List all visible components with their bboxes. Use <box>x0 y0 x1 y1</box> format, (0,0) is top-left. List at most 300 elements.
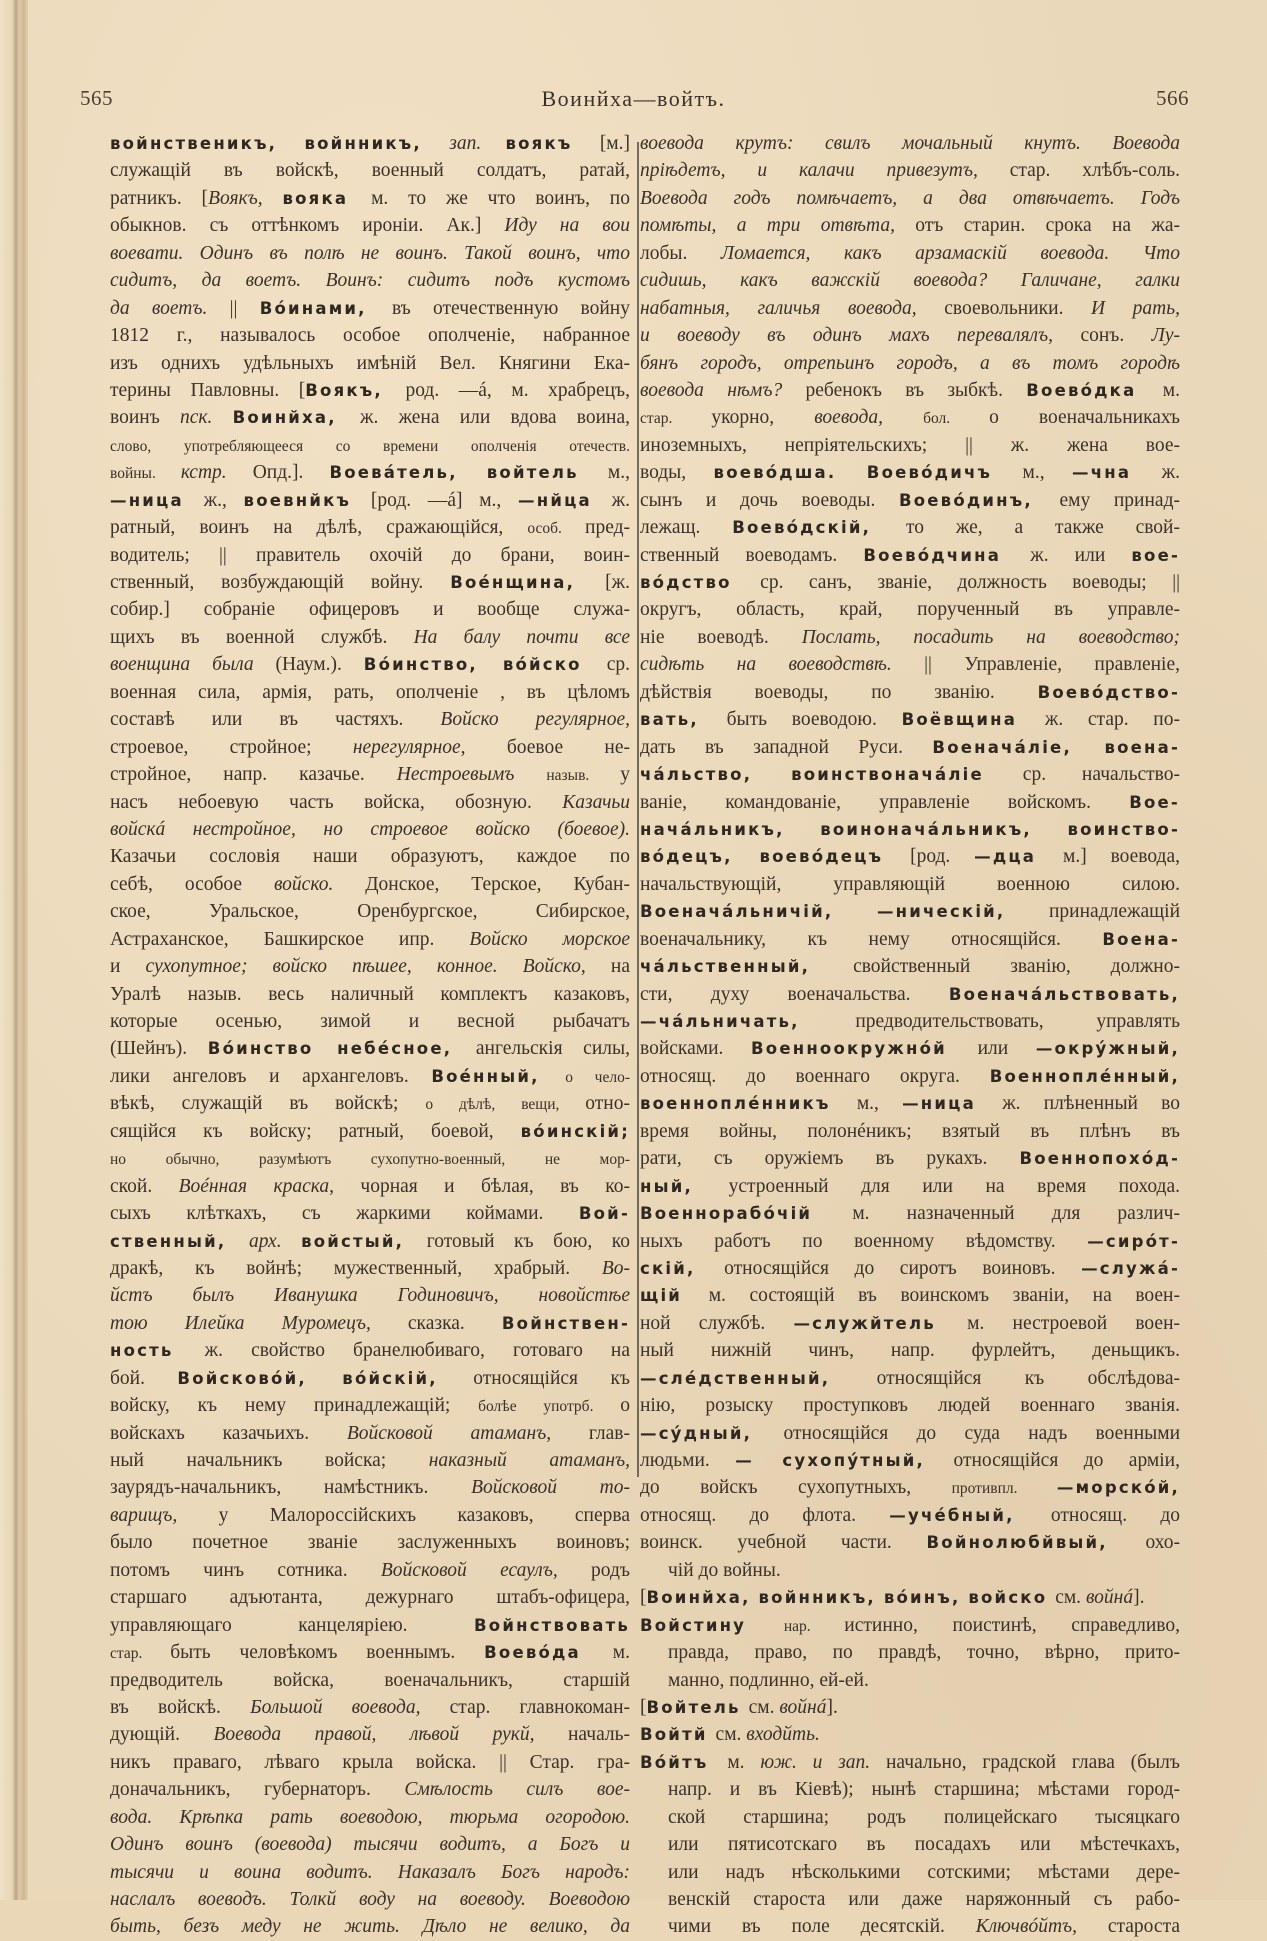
text-line <box>640 624 1180 651</box>
text-line <box>640 1612 1180 1639</box>
definition-text: дѣйствія воеводы, по званію. <box>640 681 1038 703</box>
headword: Вóинство небéсное, <box>207 1039 476 1059</box>
definition-text: || <box>229 297 260 319</box>
text-line <box>640 514 1180 541</box>
definition-text: готовый къ бою, ко <box>426 1230 631 1252</box>
text-line <box>640 843 1180 870</box>
text-line <box>640 1502 1180 1529</box>
definition-text: противпл. <box>951 1480 1057 1498</box>
text-line <box>640 596 1180 623</box>
text-line <box>640 377 1180 404</box>
headword: Военнопохóд- <box>1019 1149 1180 1169</box>
headword: Воёвщина <box>901 710 1045 730</box>
definition-text: сти, духу военачальства. <box>640 983 949 1005</box>
text-line <box>110 1474 630 1501</box>
headword: Военноплéнный, <box>989 1066 1180 1086</box>
text-line <box>110 1529 630 1556</box>
text-line <box>640 212 1180 239</box>
text-line <box>640 1310 1180 1337</box>
text-line <box>110 843 630 870</box>
example-text: Нестроевымъ <box>396 764 547 786</box>
text-line <box>110 1639 630 1666</box>
definition-text: Астраханское, Башкирское ипр. <box>110 928 470 950</box>
text-line <box>640 1063 1180 1090</box>
definition-text: ніе воеводѣ. <box>640 626 802 648</box>
example-text: воевода, <box>814 407 924 429</box>
headword: Воевáтель, войтель <box>329 463 608 483</box>
text-line <box>640 1090 1180 1117</box>
text-line <box>640 1145 1180 1172</box>
definition-text: ж. <box>1161 462 1181 484</box>
text-line <box>640 295 1180 322</box>
definition-text: м. <box>612 1642 630 1664</box>
text-line <box>640 1447 1180 1474</box>
headword: Воевóдскій, <box>732 518 907 538</box>
page-number-left: 565 <box>80 86 113 110</box>
text-line <box>110 651 630 678</box>
definition-text: м. состоящій въ воинскомъ званіи, на воен- <box>708 1285 1180 1307</box>
headword: —сýдный, <box>640 1423 784 1443</box>
example-text: арх. <box>248 1230 302 1252</box>
headword: вать, <box>640 710 727 730</box>
text-line <box>640 1667 1180 1694</box>
text-line <box>640 322 1180 349</box>
text-line <box>640 569 1180 596</box>
example-text: Лу- <box>1151 325 1180 347</box>
example-text: Ломается, какъ арзамаскій воевода. Что <box>720 242 1180 264</box>
text-line <box>110 596 630 623</box>
definition-text: воинъ <box>110 407 180 429</box>
text-line <box>110 1831 630 1858</box>
definition-text: себѣ, особое <box>110 873 274 895</box>
text-line <box>110 1420 630 1447</box>
definition-text: стар. главнокоман- <box>449 1696 630 1718</box>
text-line <box>110 789 630 816</box>
definition-text: сонъ. <box>1080 325 1152 347</box>
headword: Войнствен- <box>501 1313 630 1333</box>
definition-text: относящ. до флота. <box>640 1504 890 1526</box>
definition-text: сказка. <box>407 1312 502 1334</box>
headword: вое- <box>1131 545 1181 565</box>
definition-text: начальствующій, управляющій военною силою. <box>640 873 1180 895</box>
definition-text: ангельскія силы, <box>475 1038 630 1060</box>
definition-text: (Наум.). <box>275 654 364 676</box>
definition-text: см. <box>1055 1587 1086 1609</box>
headword: ный, <box>640 1176 729 1196</box>
definition-text: м.] воевода, <box>1063 846 1180 868</box>
definition-text: (Шейнъ). <box>110 1038 208 1060</box>
definition-text: изъ однихъ удѣльныхъ имѣній Вел. Княгини Ека- <box>110 352 630 374</box>
text-line <box>110 1337 630 1364</box>
definition-text: о военачальникахъ <box>989 407 1180 429</box>
headword: ность <box>110 1341 205 1361</box>
example-text: пріѣдетъ, и калачи привезутъ, <box>640 160 1010 182</box>
example-text: войско. <box>273 873 366 895</box>
text-line <box>110 1749 630 1776</box>
example-text: набатныя, галичья воевода, <box>640 297 945 319</box>
definition-text: округъ, область, край, порученный въ управле- <box>640 599 1180 621</box>
headword: Воéнный, <box>431 1066 566 1086</box>
headword: Вóинами, <box>259 298 392 318</box>
text-line <box>110 1090 630 1117</box>
definition-text: охо- <box>1145 1532 1181 1554</box>
example-text: юж. и зап. <box>760 1751 886 1773</box>
example-text: сидѣть на воеводствѣ. <box>640 654 925 676</box>
definition-text: и <box>110 956 146 978</box>
example-text: наслалъ воеводъ. Толкй воду на воеводу. Воеводою <box>110 1889 630 1910</box>
text-line <box>110 761 630 788</box>
definition-text: [м.] <box>599 133 631 154</box>
definition-text: у Малороссійскихъ казаковъ, сперва <box>218 1504 630 1526</box>
definition-text: сыхъ клѣткахъ, съ жаркими коймами. <box>110 1203 579 1225</box>
definition-text: насъ небоевую часть войска, обозную. <box>110 791 563 813</box>
headword: Войсковóй, вóйскій, <box>177 1368 474 1388</box>
headword: —служá- <box>1081 1258 1180 1278</box>
text-line <box>110 1392 630 1419</box>
definition-text: устроенный для или на время похода. <box>728 1175 1180 1197</box>
text-line <box>110 130 630 157</box>
definition-text: быть воеводою. <box>726 709 902 731</box>
example-text: воевода крутъ: свилъ мочальный кнутъ. Воевода <box>640 133 1180 154</box>
headword: Воевóдка <box>1026 380 1163 400</box>
example-text: тысячи и воина водитъ. Наказалъ Богъ народъ: <box>110 1861 630 1883</box>
text-line <box>110 1063 630 1090</box>
example-text: Послать, посадить на воеводство; <box>801 626 1181 648</box>
definition-text: ж. свойство бранелюбиваго, готоваго на <box>204 1340 630 1362</box>
definition-text: ср. <box>606 654 630 676</box>
definition-text: нар. <box>783 1617 845 1635</box>
headword: Военнорабóчій <box>640 1204 853 1224</box>
definition-text: военная сила, армія, рать, ополченіе , въ цѣломъ <box>110 681 630 703</box>
definition-text: служащій въ войскѣ, военный солдатъ, ратай, <box>110 160 630 182</box>
text-line <box>640 1255 1180 1282</box>
headword: —служйтель <box>793 1313 968 1333</box>
definition-text: свойственный званію, должно- <box>853 956 1180 978</box>
definition-text: м. то же что воинъ, по <box>371 187 630 209</box>
definition-text: стар. <box>640 410 712 428</box>
text-line <box>110 1200 630 1227</box>
definition-text: боевое не- <box>506 736 630 758</box>
definition-text: ж., <box>203 489 244 511</box>
text-line <box>110 1008 630 1035</box>
definition-text: [ <box>640 1587 647 1609</box>
definition-text: военачальнику, къ нему относящійся. <box>640 928 1103 950</box>
text-line <box>110 1859 630 1886</box>
definition-text: ж. плѣненный во <box>1002 1093 1180 1115</box>
definition-text: или пятисотскаго въ посадахъ или мѣстечкахъ, <box>668 1834 1180 1856</box>
definition-text: бол. <box>923 410 990 428</box>
text-line <box>640 1859 1180 1886</box>
definition-text: ный нижній чинъ, напр. фурлейтъ, деньщикъ. <box>640 1340 1180 1362</box>
definition-text: отъ старин. срока на жа- <box>915 215 1180 237</box>
definition-text: ный начальникъ войска; <box>110 1450 429 1471</box>
text-line <box>640 459 1180 486</box>
definition-text: истинно, поистинѣ, справедливо, <box>844 1614 1180 1636</box>
example-text: да воетъ. <box>110 297 230 319</box>
definition-text: водитель; || правитель охочій до брани, воин- <box>110 544 630 566</box>
headword: Воинйха, <box>232 408 360 428</box>
text-line <box>110 624 630 651</box>
headword: —учéбный, <box>889 1505 1051 1525</box>
text-line <box>640 706 1180 733</box>
text-line <box>640 651 1180 678</box>
definition-text: ребенокъ въ зыбкѣ. <box>805 379 1027 401</box>
headword: Вое- <box>1129 792 1180 812</box>
definition-text: войску, къ нему принадлежащій; <box>110 1395 479 1417</box>
definition-text: составѣ или въ частяхъ. <box>110 709 441 731</box>
text-line <box>110 1173 630 1200</box>
headword: Вóйтъ <box>640 1752 728 1772</box>
definition-text: или надъ нѣсколькими сотскими; мѣстами дере- <box>668 1861 1180 1883</box>
definition-text: м. <box>727 1751 761 1773</box>
text-line <box>640 1282 1180 1309</box>
headword: воякъ <box>505 134 600 153</box>
definition-text: ственный воеводамъ. <box>640 544 864 566</box>
text-line <box>110 240 630 267</box>
definition-text: родъ <box>591 1559 630 1581</box>
definition-text: относящ. до <box>1050 1504 1180 1526</box>
text-line <box>640 1420 1180 1447</box>
text-line <box>110 185 630 212</box>
definition-text: предводитель войска, военачальникъ, старшій <box>110 1669 630 1691</box>
definition-text: 1812 г., называлось особое ополченіе, набранное <box>110 325 630 347</box>
headword: воевóдша. Воевóдичъ <box>713 463 1023 483</box>
example-text: кстр. <box>180 462 253 484</box>
example-text: Воéнная краска, <box>178 1175 361 1197</box>
text-line <box>110 432 630 459</box>
text-line <box>640 1557 1180 1584</box>
text-line <box>110 322 630 349</box>
headword: чáльственный, <box>640 957 854 977</box>
definition-text: войны. <box>110 465 181 483</box>
definition-text: управляющаго канцеляріею. <box>110 1614 475 1636</box>
headword: —чна <box>1072 463 1162 483</box>
text-line <box>110 1721 630 1748</box>
text-line <box>110 1804 630 1831</box>
example-text: вода. Крѣпка рать воеводою, тюрьма огородою. <box>110 1806 630 1828</box>
definition-text: м. назначенный для различ- <box>852 1203 1180 1225</box>
text-line <box>110 1776 630 1803</box>
example-text: помѣты, а три отвѣта, <box>640 215 916 237</box>
headword: вояка <box>282 188 372 208</box>
text-line <box>640 542 1180 569</box>
text-line <box>110 734 630 761</box>
right-column <box>640 130 1180 1941</box>
text-line <box>640 432 1180 459</box>
definition-text: воды, <box>640 462 714 484</box>
text-line <box>110 679 630 706</box>
definition-text: ж. или <box>1030 544 1132 566</box>
headword: Воевóдство- <box>1037 682 1180 702</box>
text-line <box>110 1502 630 1529</box>
headword: Воéнщина, <box>450 573 606 592</box>
text-line <box>640 816 1180 843</box>
left-column <box>110 130 630 1941</box>
text-line <box>110 1667 630 1694</box>
definition-text: своевольники. <box>944 297 1092 319</box>
definition-text: принадлежащій <box>1048 901 1180 923</box>
definition-text: иноземныхъ, непріятельскихъ; || ж. жена вое- <box>640 434 1180 456</box>
headword: ственный, <box>110 1231 249 1251</box>
text-line <box>640 1035 1180 1062</box>
definition-text: см. <box>715 1724 747 1746</box>
running-title: Воинйха—войтъ. <box>541 86 726 111</box>
definition-text: м., <box>856 1093 903 1115</box>
definition-text: въ отечественную войну <box>391 297 630 319</box>
definition-text: собир.] собраніе офицеровъ и вообще служа- <box>110 599 630 621</box>
definition-text: манно, подлинно, ей-ей. <box>668 1669 869 1691</box>
example-text: сидитъ, да воетъ. Воинъ: сидитъ подъ кустомъ <box>110 270 630 292</box>
headword: воевнйкъ <box>243 490 371 510</box>
headword: —чáльничать, <box>640 1012 856 1031</box>
text-line <box>640 1118 1180 1145</box>
example-text: На балу почти все <box>413 626 630 648</box>
definition-text: ратникъ. [ <box>110 187 209 209</box>
headword: —морскóй, <box>1056 1478 1180 1498</box>
headword: Воена- <box>1102 929 1180 949</box>
definition-text: назыв. <box>546 767 621 785</box>
text-line <box>640 157 1180 184</box>
example-text: бянъ городъ, отрепьинъ городъ, а въ томъ городѣ <box>640 352 1180 374</box>
definition-text: Уралѣ назыв. весь наличный комплектъ казаковъ, <box>110 983 630 1005</box>
definition-text: ]. <box>1133 1587 1145 1609</box>
text-line <box>640 734 1180 761</box>
definition-text: ныхъ работъ по военному вѣдомству. <box>640 1230 1088 1252</box>
text-line <box>640 1831 1180 1858</box>
text-line <box>110 871 630 898</box>
headword: —нйца <box>518 490 612 510</box>
definition-text: || Управленіе, правленіе, <box>924 654 1180 676</box>
page-header <box>0 86 1267 114</box>
text-line <box>640 1804 1180 1831</box>
headword: Войстину <box>640 1615 784 1635</box>
text-line <box>640 1173 1180 1200</box>
example-text: быть, безъ меду не жить. Дѣло не велико, да <box>110 1916 630 1938</box>
text-line <box>110 1228 630 1255</box>
definition-text: войскахъ казачьихъ. <box>110 1422 347 1444</box>
text-line <box>640 1584 1180 1611</box>
definition-text: правда, право, по правдѣ, точно, вѣрно, прито- <box>668 1642 1180 1664</box>
text-line <box>640 679 1180 706</box>
definition-text: никъ праваго, лѣваго крыла войска. || Стар. гра- <box>110 1751 630 1773</box>
definition-text: ему принад- <box>1059 489 1180 511</box>
example-text: Одинъ воинъ (воевода) тысячи водитъ, а Богъ и <box>110 1834 630 1856</box>
text-line <box>110 404 630 431</box>
example-text: Ключвóйтъ, <box>975 1916 1108 1938</box>
definition-text: [ <box>640 1696 647 1718</box>
headword: Воевóдинъ, <box>898 490 1060 510</box>
text-line <box>640 898 1180 925</box>
example-text: нерегулярное, <box>352 736 507 758</box>
example-text: Иду на вои <box>504 215 630 237</box>
definition-text: относящійся къ обслѣдова- <box>876 1367 1180 1389</box>
definition-text: [род. <box>910 846 975 868</box>
headword: Воевóда <box>484 1643 613 1663</box>
definition-text: чорная и бѣлая, въ ко- <box>360 1175 631 1197</box>
text-line <box>640 1639 1180 1666</box>
text-line <box>110 459 630 486</box>
definition-text: вѣкѣ, служащій въ войскѣ; <box>110 1093 426 1115</box>
headword: —дца <box>974 847 1064 867</box>
example-text: варищъ, <box>110 1504 219 1526</box>
definition-text: отно- <box>585 1093 630 1115</box>
example-text: йстъ былъ Иванушка Годиновичъ, новойстѣе <box>110 1285 630 1307</box>
text-line <box>110 1035 630 1062</box>
definition-text: нію, розыску проступковъ людей военнаго званія. <box>640 1395 1180 1417</box>
text-line <box>640 487 1180 514</box>
headword: войнственикъ, <box>110 134 305 153</box>
headword: —ница <box>110 490 204 510</box>
example-text: Войсковой есаулъ, <box>380 1559 592 1581</box>
definition-text: сящійся къ войску; ратный, боевой, <box>110 1120 521 1142</box>
page-number-right: 566 <box>1156 86 1189 110</box>
text-line <box>110 816 630 843</box>
example-text: воевода нѣмъ? <box>640 379 806 401</box>
example-text: И рать, <box>1091 297 1180 319</box>
definition-text: Казачьи сословія наши образуютъ, каждое по <box>110 846 630 868</box>
headword: — сухопýтный, <box>735 1451 954 1470</box>
definition-text: предводительствовать, управлять <box>855 1011 1180 1032</box>
headword: вóдство <box>640 573 761 592</box>
definition-text: чій до войны. <box>668 1559 781 1581</box>
text-line <box>110 1447 630 1474</box>
example-text: Большой воевода, <box>250 1696 450 1718</box>
text-line <box>110 514 630 541</box>
definition-text: дующій. <box>110 1724 214 1746</box>
definition-text: войсками. <box>640 1038 752 1060</box>
definition-text: ср. санъ, званіе, должность воеводы; || <box>760 572 1181 593</box>
headword: Войтй <box>640 1725 716 1745</box>
definition-text: до войскъ сухопутныхъ, <box>640 1477 952 1499</box>
text-line <box>110 1118 630 1145</box>
text-line <box>640 350 1180 377</box>
definition-text: ж. стар. по- <box>1044 709 1180 731</box>
definition-text: на <box>610 956 631 978</box>
text-line <box>640 130 1180 157</box>
definition-text: ср. начальство- <box>1022 764 1180 786</box>
text-line <box>110 1557 630 1584</box>
definition-text: относящійся до сиротъ воиновъ. <box>724 1257 1082 1279</box>
headword: Военачáльствовать, <box>948 984 1180 1004</box>
example-text: Во- <box>601 1257 630 1279</box>
text-line <box>640 953 1180 980</box>
example-text: входйть. <box>746 1724 820 1746</box>
definition-text: бой. <box>110 1367 178 1389</box>
text-line <box>110 157 630 184</box>
text-line <box>640 1337 1180 1364</box>
definition-text: или <box>977 1038 1036 1060</box>
headword: Вóинство, вóйско <box>363 655 607 675</box>
headword: Воевóдчина <box>863 545 1031 565</box>
definition-text: время войны, полонéникъ; взятый въ плѣнъ въ <box>640 1120 1180 1142</box>
example-text: Казачьи <box>562 791 630 813</box>
headword: скій, <box>640 1258 725 1278</box>
text-line <box>110 1282 630 1309</box>
headword: Военачáліе, воена- <box>932 737 1180 757</box>
definition-text: [род. —á] м., <box>370 489 519 511</box>
headword: Вой- <box>578 1204 630 1224</box>
text-line <box>110 953 630 980</box>
definition-text: пред- <box>585 517 631 539</box>
definition-text: у <box>620 764 631 786</box>
definition-text: Опд.]. <box>252 462 330 484</box>
example-text: и воеводу въ одинъ махъ перевалялъ, <box>640 325 1081 347</box>
definition-text: лобы. <box>640 242 721 264</box>
column-divider <box>637 142 639 1477</box>
example-text: сухопутное; войско пѣшее, конное. Войско, <box>145 956 611 978</box>
text-line <box>110 1365 630 1392</box>
text-line <box>110 1145 630 1172</box>
